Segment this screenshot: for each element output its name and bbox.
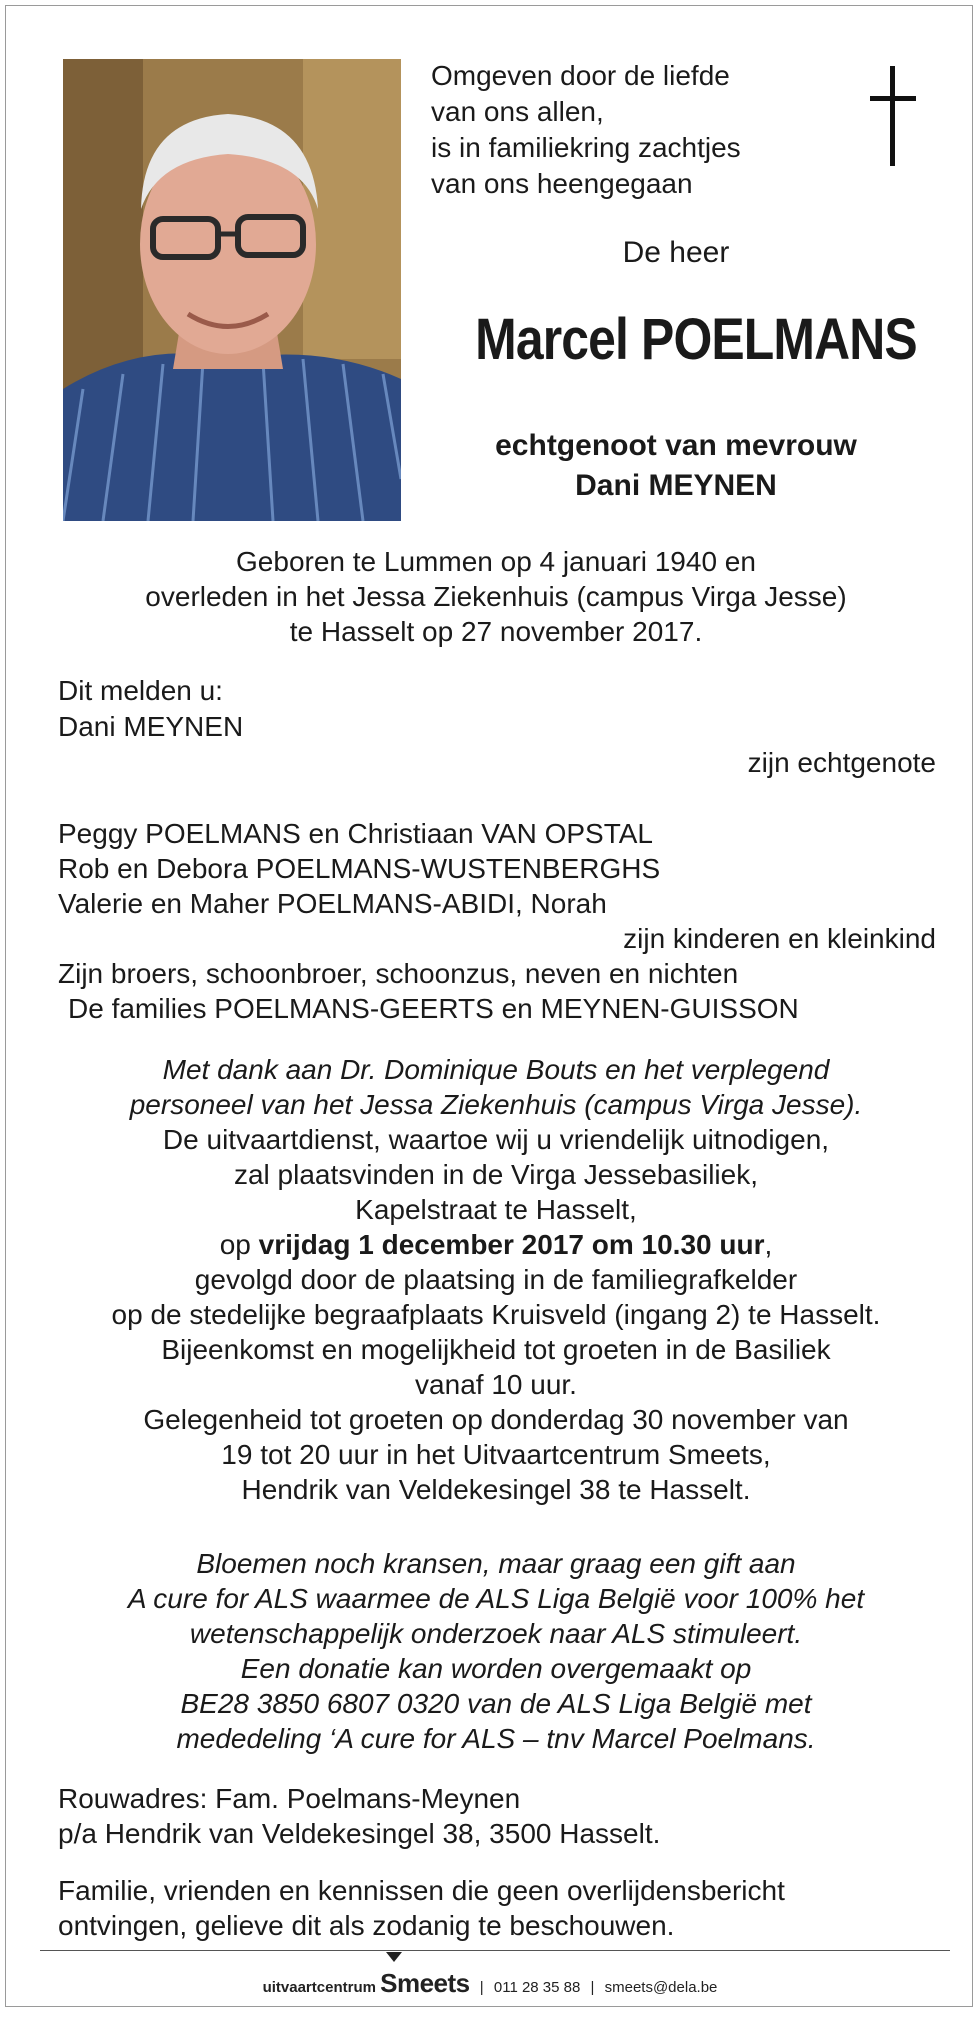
service-line: op de stedelijke begraafplaats Kruisveld (ingang 2) te Hasselt. [111,1299,881,1330]
deceased-name: Marcel POELMANS [475,307,917,372]
opening-line: Omgeven door de liefde [431,60,730,91]
spouse-block [436,426,916,506]
arrow-down-icon [386,1952,402,1962]
donation-line: Een donatie kan worden overgemaakt op [240,1653,752,1684]
service-line: vanaf 10 uur. [415,1369,577,1400]
spouse-name: Dani MEYNEN [575,469,777,502]
child-line: Peggy POELMANS en Christiaan VAN OPSTAL [58,818,653,849]
spouse-mention: Dani MEYNEN [58,711,244,742]
footer-prefix: uitvaartcentrum [262,1979,376,1996]
footer-separator: | [479,1979,484,1996]
footer-phone: 011 28 35 88 [493,1979,581,1996]
service-line: Gelegenheid tot groeten op donderdag 30 november van [143,1404,849,1435]
obituary-card [5,5,973,2007]
opening-text [431,58,791,202]
child-line: Valerie en Maher POELMANS-ABIDI, Norah [58,888,607,919]
birth-line: Geboren te Lummen op 4 januari 1940 en [236,546,756,577]
birth-line: overleden in het Jessa Ziekenhuis (campus Virga Jesse) [145,581,847,612]
service-info [36,1052,956,1507]
opening-line: van ons heengegaan [431,168,693,199]
service-line: 19 tot 20 uur in het Uitvaartcentrum Smeets, [221,1439,771,1470]
announce-intro: Dit melden u: [58,675,223,706]
families-line: De families POELMANS-GEERTS en MEYNEN-GUISSON [68,993,799,1024]
opening-line: is in familiekring zachtjes [431,132,741,163]
title-label: De heer [622,236,730,269]
opening-line: van ons allen, [431,96,604,127]
donation-line: A cure for ALS waarmee de ALS Liga België voor 100% het [127,1583,865,1614]
thanks-line: Met dank aan Dr. Dominique Bouts en het verplegend [162,1054,830,1085]
spouse-line: echtgenoot van mevrouw [495,429,857,462]
donation-line: Bloemen noch kransen, maar graag een gift aan [196,1548,796,1579]
footer [6,1968,974,1999]
service-date: vrijdag 1 december 2017 om 10.30 uur [258,1229,765,1260]
service-line: gevolgd door de plaatsing in de familiegrafkelder [194,1264,798,1295]
footer-brand: Smeets [380,1968,470,1998]
thanks-line: personeel van het Jessa Ziekenhuis (campus Virga Jesse). [129,1089,863,1120]
service-line: Hendrik van Veldekesingel 38 te Hasselt. [241,1474,751,1505]
portrait-photo [63,59,401,521]
closing-line: ontvingen, gelieve dit als zodanig te beschouwen. [58,1910,675,1941]
spouse-role: zijn echtgenote [747,747,936,778]
donation-line: BE28 3850 6807 0320 van de ALS Liga België met [180,1688,812,1719]
service-line: Kapelstraat te Hasselt, [355,1194,637,1225]
service-line: zal plaatsvinden in de Virga Jessebasiliek, [233,1159,758,1190]
birth-line: te Hasselt op 27 november 2017. [289,616,703,647]
children-role: zijn kinderen en kleinkind [623,923,936,954]
service-date-line [36,1227,956,1262]
closing-line: Familie, vrienden en kennissen die geen overlijdensbericht [58,1875,785,1906]
donation-line: mededeling ‘A cure for ALS – tnv Marcel Poelmans. [176,1723,816,1754]
birth-death-info [46,544,946,649]
donation-info [36,1546,956,1756]
service-date-prefix: op [219,1229,259,1260]
service-line: De uitvaartdienst, waartoe wij u vriendelijk uitnodigen, [162,1124,830,1155]
service-line: Bijeenkomst en mogelijkheid tot groeten in de Basiliek [161,1334,831,1365]
address-line: Rouwadres: Fam. Poelmans-Meynen [58,1783,521,1814]
footer-divider [40,1950,950,1951]
footer-separator: | [590,1979,595,1996]
footer-email: smeets@dela.be [604,1979,718,1996]
cross-icon [870,66,916,166]
siblings-line: Zijn broers, schoonbroer, schoonzus, neven en nichten [58,958,739,989]
address-line: p/a Hendrik van Veldekesingel 38, 3500 Hasselt. [58,1818,661,1849]
donation-line: wetenschappelijk onderzoek naar ALS stimuleert. [189,1618,803,1649]
child-line: Rob en Debora POELMANS-WUSTENBERGHS [58,853,661,884]
service-date-suffix: , [764,1229,773,1260]
